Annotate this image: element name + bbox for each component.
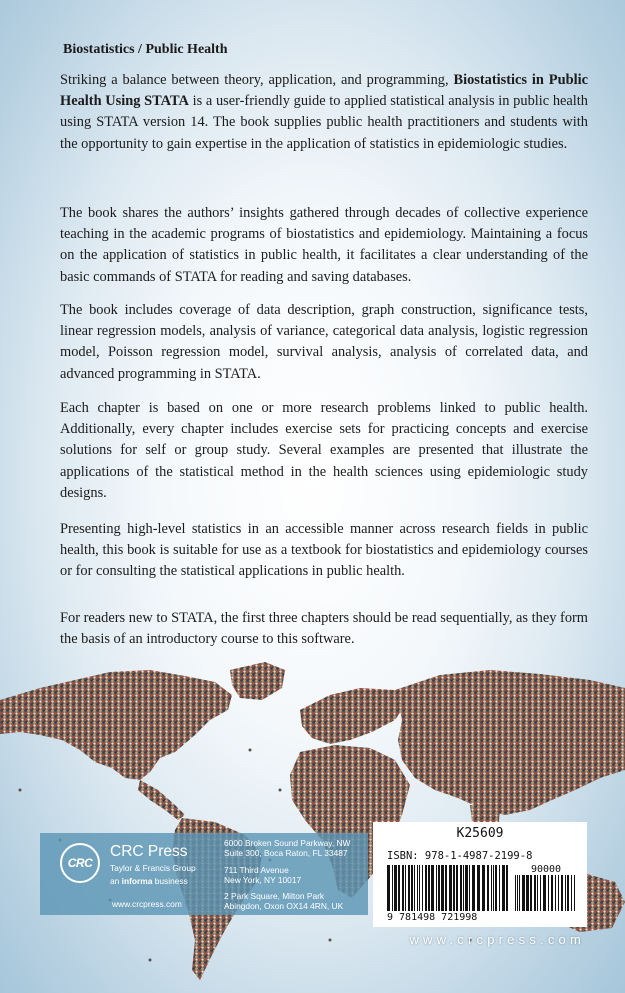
ean-digits: 9 781498 721998 (387, 912, 478, 923)
addon-barcode (515, 875, 577, 911)
ean-barcode (387, 865, 511, 911)
crc-logo-icon: CRC (60, 843, 100, 883)
description-paragraph-1-rest: is a user-friendly guide to applied statistical analysis in public health using STATA version 14. The book supplies public health practitioners and students with the opportunity to gain expertise in the application of statistics in epidemiologic studies. (60, 93, 588, 152)
description-paragraph-2: The book shares the authors’ insights gathered through decades of collective experience teaching in the academic programs of biostatistics and epidemiology. Maintaining a focus on the application of statistics in public health, it facilitates a clear understanding of the basic commands of STATA for reading and saving databases. (60, 205, 588, 285)
address-line: 2 Park Square, Milton Park (224, 891, 325, 902)
description-paragraph-4: Each chapter is based on one or more research problems linked to public health. Additionally, every chapter includes exercise sets for practicing concepts and exercise solutions for self or group study. Several examples are presented that illustrate the applications of the statistical method in the health sciences using epidemiologic study designs. (60, 400, 588, 501)
publisher-name: CRC Press (110, 843, 188, 860)
publisher-group: Taylor & Francis Group (110, 863, 196, 873)
isbn-label: ISBN: 978-1-4987-2199-8 (387, 850, 533, 862)
description-paragraph-5: Presenting high-level statistics in an accessible manner across research fields in public health, this book is suitable for use as a textbook for biostatistics and epidemiology courses or for consulting the statistical applications in public health. (60, 521, 588, 580)
address-line: New York, NY 10017 (224, 874, 302, 885)
subject-category: Biostatistics / Public Health (63, 42, 228, 57)
book-title: Biostatistics in Public Health Using STATA (60, 72, 588, 110)
address-line: Abingdon, Oxon OX14 4RN, UK (224, 901, 344, 912)
publisher-url: www.crcpress.com (112, 899, 182, 909)
address-line: 711 Third Avenue (224, 864, 289, 875)
description-paragraph-6: For readers new to STATA, the first three chapters should be read sequentially, as they form the basis of an introductory course to this software. (60, 610, 588, 648)
catalog-number: K25609 (456, 826, 504, 841)
description-paragraph-1-intro: Striking a balance between theory, application, and programming, (60, 72, 454, 88)
barcode-panel (373, 822, 587, 927)
address-line: Suite 300, Boca Raton, FL 33487 (224, 848, 348, 859)
website-url: www.crcpress.com (409, 932, 585, 947)
publisher-logo-panel (40, 833, 218, 915)
address-line: 6000 Broken Sound Parkway, NW (224, 838, 351, 848)
publisher-business-tagline: an informa business (110, 876, 188, 886)
publisher-address-panel (218, 833, 368, 915)
description-paragraph-3: The book includes coverage of data description, graph construction, significance tests, linear regression models, analysis of variance, categorical data analysis, logistic regression model, Poisson regression model, survival analysis, analysis of correlated data, and advanced programming in STATA. (60, 302, 588, 382)
description-paragraph-1 (60, 70, 588, 155)
price-code: 90000 (530, 864, 562, 875)
